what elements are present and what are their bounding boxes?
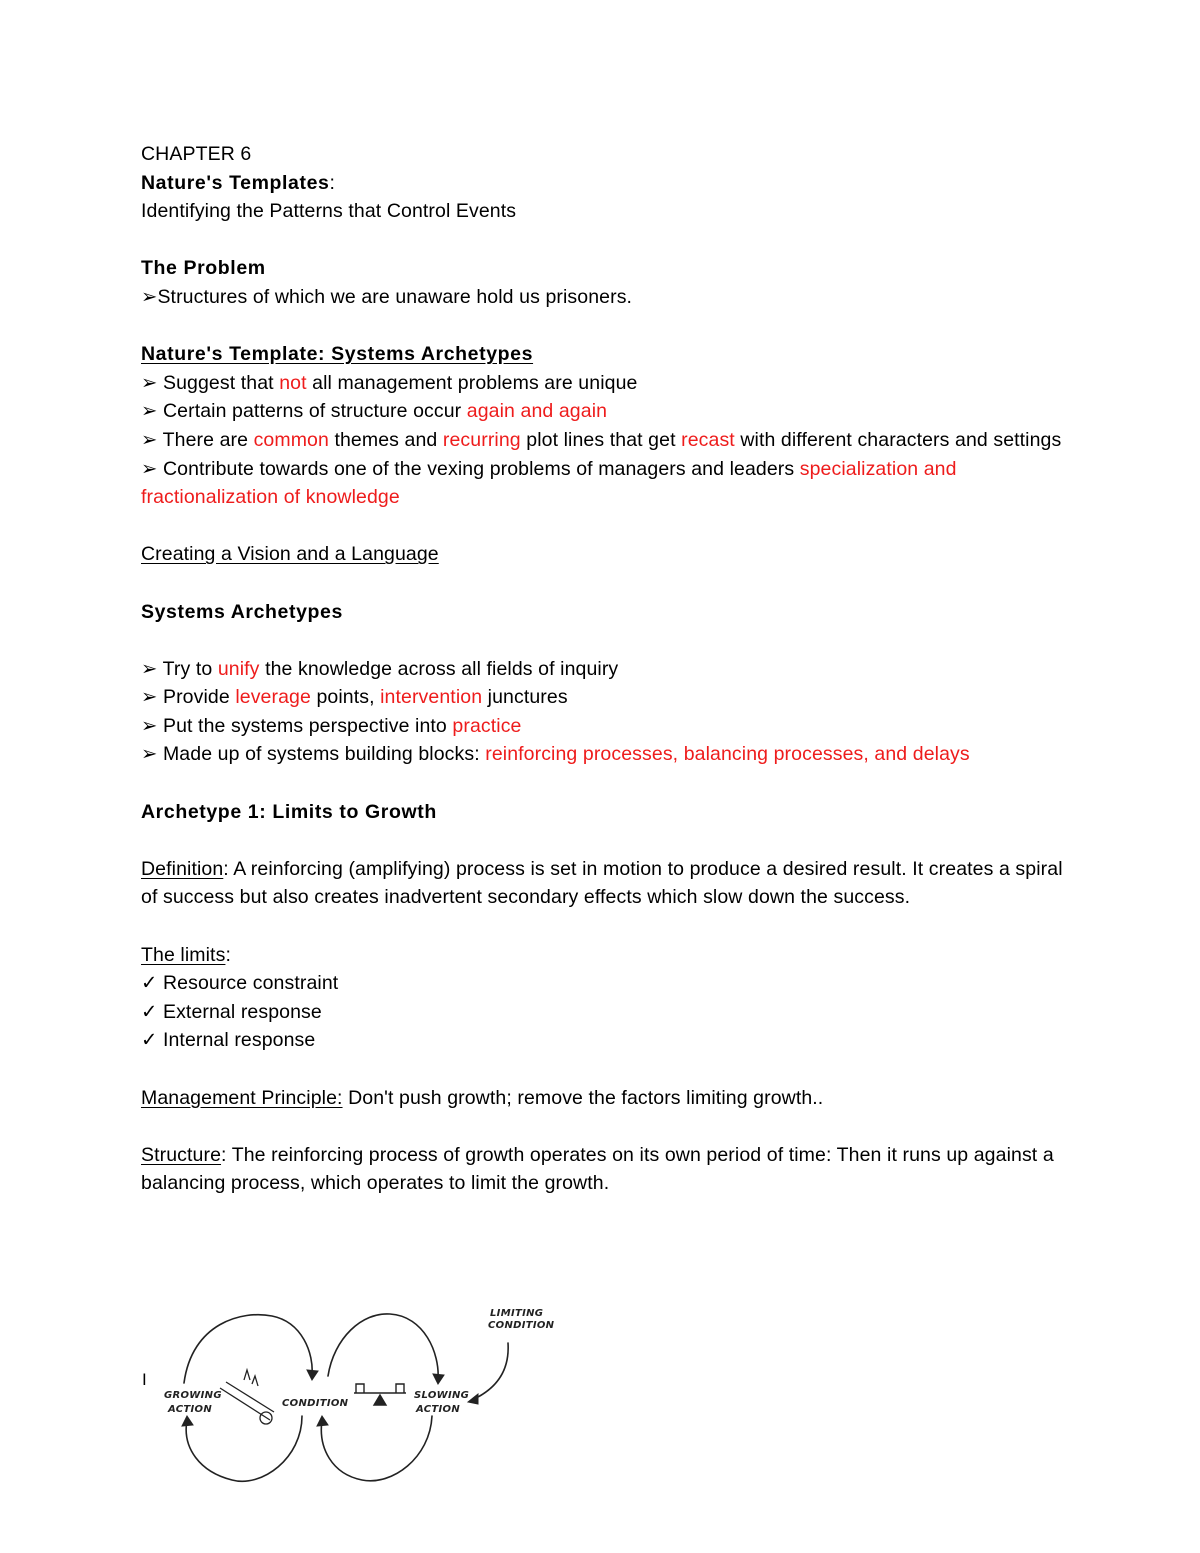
limits-label-line: The limits: — [141, 943, 231, 966]
archetypes-bullet-3: ➢ Put the systems perspective into practice — [141, 714, 522, 737]
structure-label: Structure — [141, 1143, 222, 1166]
definition-paragraph: Definition: A reinforcing (amplifying) process is set in motion to produce a desired result. It creates a spiral of success but also creates inadvertent secondary effects which slow down the success. — [141, 857, 1063, 909]
growing-action-label-2: ACTION — [168, 1404, 212, 1415]
archetypes-heading: Systems Archetypes — [141, 600, 343, 623]
reinforcing-loop-bottom — [186, 1416, 302, 1481]
loop-diagram-svg — [142, 1298, 562, 1498]
arrowhead-icon — [307, 1370, 318, 1380]
arrow-bullet-icon: ➢ — [141, 743, 163, 766]
template-bullet-4: ➢ Contribute towards one of the vexing problems of managers and leaders specialization and fractionalization of knowledge — [141, 457, 957, 509]
template-bullet-1: ➢ Suggest that not all management problems are unique — [141, 371, 638, 394]
arrow-bullet-icon: ➢ — [141, 714, 163, 737]
problem-bullet: ➢Structures of which we are unaware hold us prisoners. — [141, 285, 633, 308]
document-page — [141, 140, 1071, 1198]
template-bullet-3: ➢ There are common themes and recurring plot lines that get recast with different characters and settings — [141, 428, 1062, 451]
problem-heading: The Problem — [141, 257, 266, 280]
slowing-action-label-2: ACTION — [416, 1404, 460, 1415]
archetypes-bullet-2: ➢ Provide leverage points, intervention junctures — [141, 686, 568, 709]
arrow-bullet-icon: ➢ — [141, 657, 163, 680]
limits-to-growth-diagram — [142, 1298, 562, 1498]
principle-label: Management Principle: — [141, 1086, 343, 1109]
chapter-title-colon: : — [329, 171, 336, 194]
limit-item: ✓ Internal response — [141, 1029, 316, 1052]
balancing-loop-top — [328, 1314, 438, 1380]
chapter-title — [141, 169, 1071, 198]
limit-item: ✓ External response — [141, 1000, 322, 1023]
arrowhead-icon — [468, 1394, 478, 1404]
definition-label: Definition — [141, 857, 224, 880]
snowball-icon — [220, 1370, 274, 1424]
slowing-action-label: SLOWING — [414, 1390, 470, 1401]
arrowhead-icon — [317, 1416, 328, 1426]
stray-mark: I — [142, 1370, 147, 1389]
limit-item: ✓ Resource constraint — [141, 972, 339, 995]
arrow-bullet-icon: ➢ — [141, 686, 163, 709]
limiting-condition-label: LIMITING — [490, 1308, 544, 1319]
principle-paragraph: Management Principle: Don't push growth; remove the factors limiting growth.. — [141, 1086, 824, 1109]
archetype1-heading: Archetype 1: Limits to Growth — [141, 800, 437, 823]
arrow-bullet-icon: ➢ — [141, 371, 163, 394]
checkmark-icon: ✓ — [141, 1000, 163, 1023]
template-bullet-2: ➢ Certain patterns of structure occur again and again — [141, 400, 608, 423]
condition-label: CONDITION — [282, 1398, 349, 1409]
limiting-condition-label-2: CONDITION — [488, 1320, 555, 1331]
growing-action-label: GROWING — [164, 1390, 222, 1401]
chapter-label: CHAPTER 6 — [141, 143, 252, 165]
limiting-arrow — [472, 1343, 508, 1400]
balance-icon — [354, 1384, 406, 1405]
structure-paragraph: Structure: The reinforcing process of growth operates on its own period of time: Then it runs up against a balancing process, which operates to limit the growth. — [141, 1143, 1054, 1195]
archetypes-bullet-4: ➢ Made up of systems building blocks: reinforcing processes, balancing processes, and delays — [141, 743, 970, 766]
limits-label: The limits — [141, 943, 226, 966]
archetypes-bullet-1: ➢ Try to unify the knowledge across all fields of inquiry — [141, 657, 619, 680]
arrow-bullet-icon: ➢ — [141, 285, 158, 308]
template-heading: Nature's Template: Systems Archetypes — [141, 343, 534, 366]
arrowhead-icon — [433, 1374, 444, 1384]
checkmark-icon: ✓ — [141, 972, 163, 995]
vision-heading: Creating a Vision and a Language — [141, 543, 439, 566]
balancing-loop-bottom — [321, 1416, 432, 1481]
arrow-bullet-icon: ➢ — [141, 428, 163, 451]
chapter-title-bold: Nature's Templates — [141, 171, 330, 194]
chapter-subtitle: Identifying the Patterns that Control Events — [141, 200, 517, 223]
arrowhead-icon — [182, 1416, 193, 1426]
checkmark-icon: ✓ — [141, 1029, 163, 1052]
arrow-bullet-icon: ➢ — [141, 400, 163, 423]
arrow-bullet-icon: ➢ — [141, 457, 163, 480]
